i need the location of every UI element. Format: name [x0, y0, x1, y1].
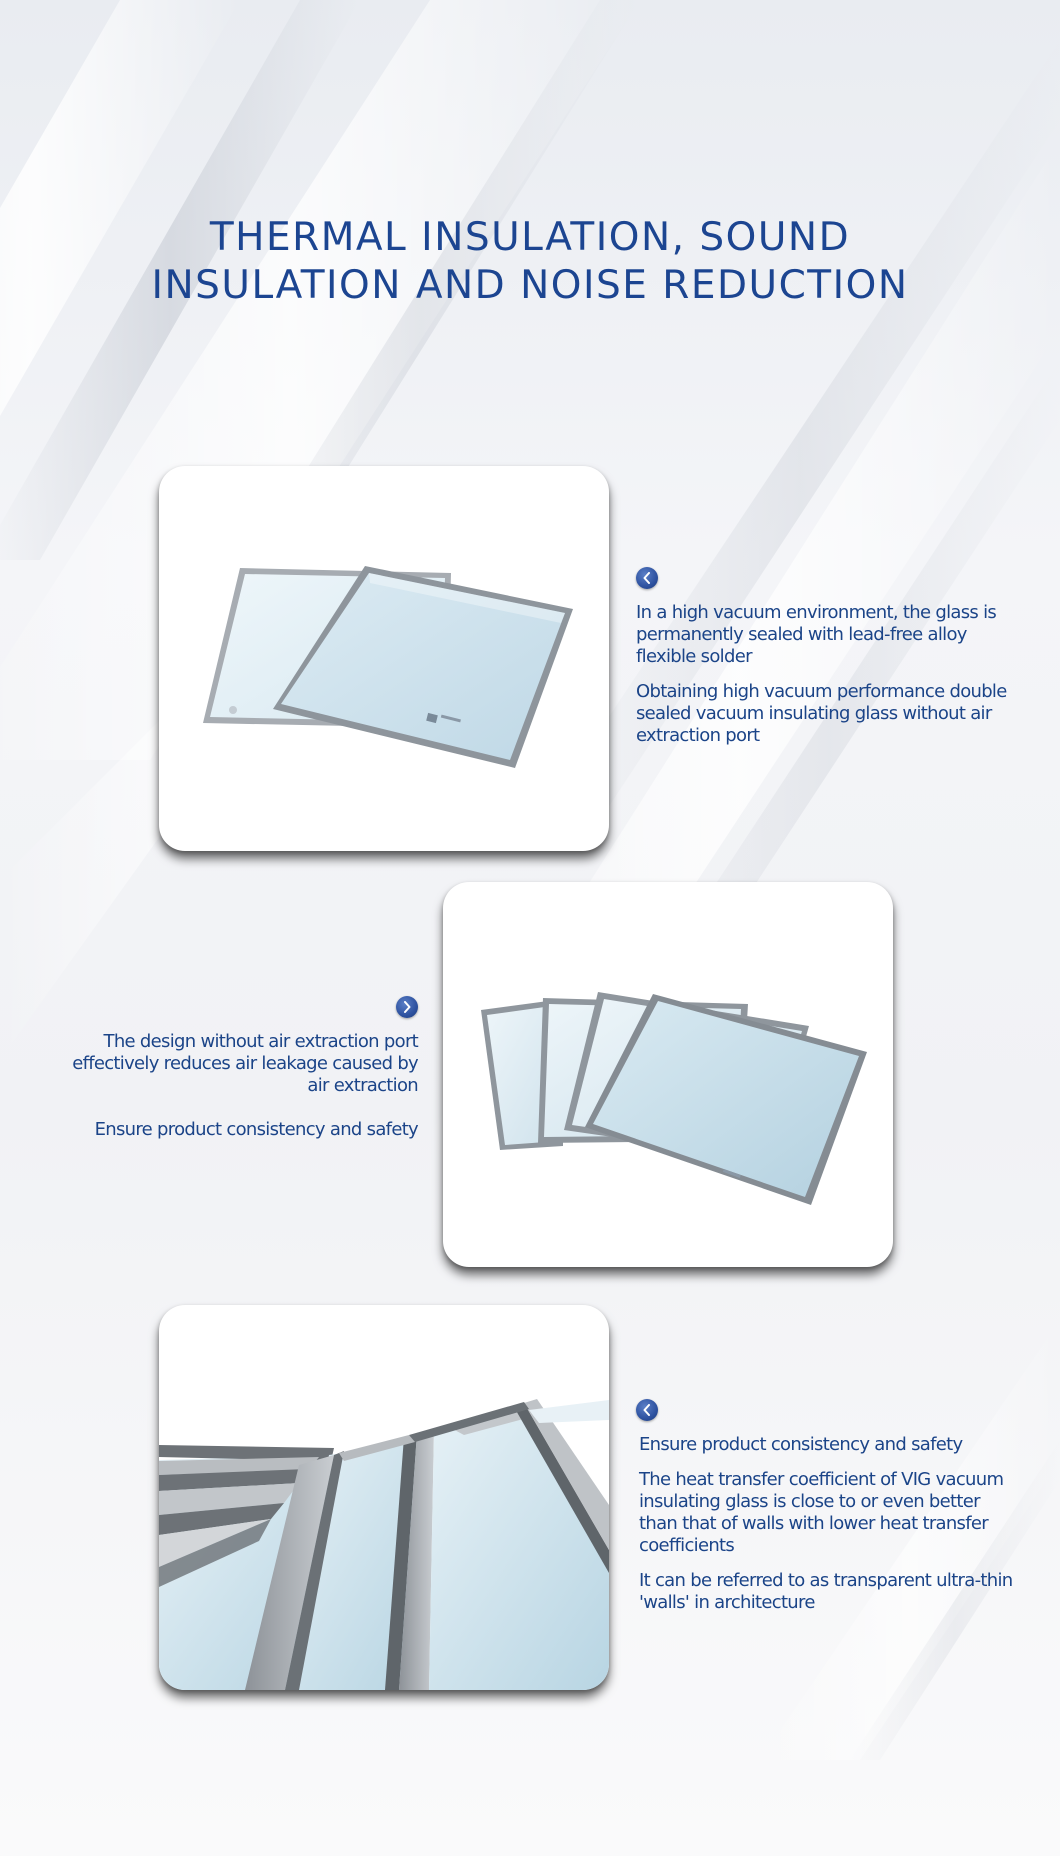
section-1-text: [636, 567, 1016, 760]
section-2-paragraph-2: Ensure product consistency and safety: [94, 1119, 418, 1140]
section-1-paragraph-1: In a high vacuum environment, the glass is permanently sealed with lead-free alloy flexible solder: [636, 602, 997, 667]
chevron-right-icon[interactable]: [396, 996, 418, 1018]
section-2-text: [60, 996, 418, 1154]
page-title-line-2: INSULATION AND NOISE REDUCTION: [151, 263, 909, 308]
chevron-left-icon[interactable]: [636, 1399, 658, 1421]
section-3-text: [636, 1399, 1016, 1627]
chevron-left-icon[interactable]: [636, 567, 658, 589]
product-image-closeup: [159, 1305, 609, 1690]
closeup-panes-illustration: [159, 1305, 609, 1690]
glass-panes-illustration: [159, 466, 609, 851]
product-image-two-panes: [159, 466, 609, 851]
section-1-paragraph-2: Obtaining high vacuum performance double sealed vacuum insulating glass without air extraction port: [636, 681, 1007, 746]
section-3-paragraph-1: Ensure product consistency and safety: [639, 1434, 963, 1455]
page-title: [80, 214, 980, 310]
page-title-line-1: THERMAL INSULATION, SOUND: [209, 215, 851, 260]
fanned-panes-illustration: [443, 882, 893, 1267]
product-image-four-panes: [443, 882, 893, 1267]
section-3-paragraph-2: The heat transfer coefficient of VIG vacuum insulating glass is close to or even better than that of walls with lower heat transfer coefficients: [639, 1469, 1004, 1556]
section-2-paragraph-1: The design without air extraction port effectively reduces air leakage caused by air extraction: [72, 1031, 418, 1096]
section-3-paragraph-3: It can be referred to as transparent ultra-thin 'walls' in architecture: [639, 1570, 1013, 1613]
